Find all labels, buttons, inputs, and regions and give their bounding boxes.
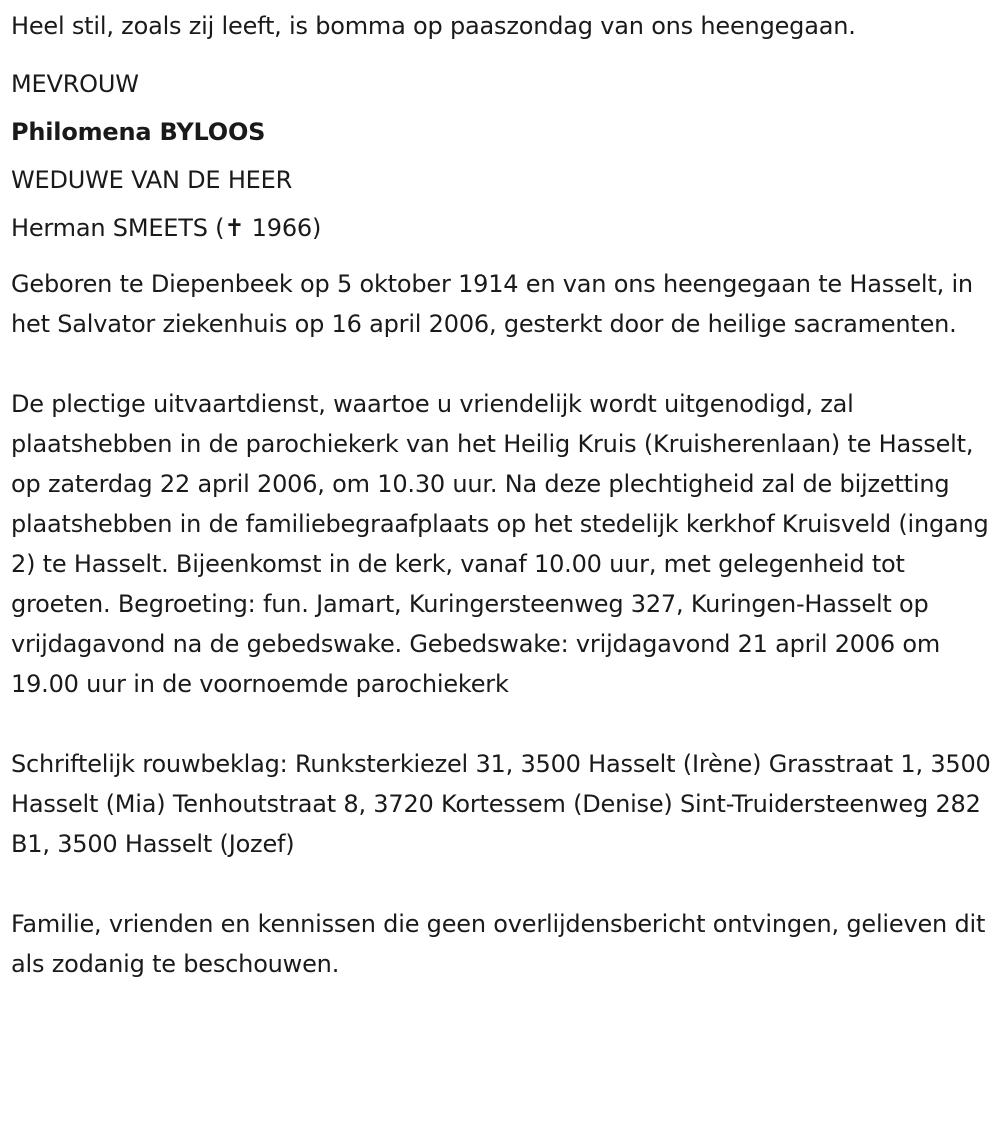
birth-death-paragraph: Geboren te Diepenbeek op 5 oktober 1914 en van ons heengegaan te Hasselt, in het Salvator ziekenhuis op 16 april 2006, gesterkt door de heilige sacramenten. [11,270,973,338]
widow-line: WEDUWE VAN DE HEER [11,166,293,194]
spacer [11,344,991,384]
spouse-name: Herman SMEETS (✝ 1966) [11,214,322,242]
intro-text: Heel stil, zoals zij leeft, is bomma op paaszondag van ons heengegaan. [11,12,856,40]
deceased-name: Philomena BYLOOS [11,118,266,146]
closing-paragraph: Familie, vrienden en kennissen die geen overlijdensbericht ontvingen, gelieven dit als zodanig te beschouwen. [11,910,986,978]
title-text: MEVROUW [11,70,139,98]
spacer [11,254,991,264]
spacer [11,864,991,904]
funeral-paragraph: De plectige uitvaartdienst, waartoe u vriendelijk wordt uitgenodigd, zal plaatshebben in de parochiekerk van het Heilig Kruis (Kruisherenlaan) te Hasselt, op zaterdag 22 april 2006, om 10.30 uur. Na deze plechtigheid zal de bijzetting plaatshebben in de familiebegraafplaats op het stedelijk kerkhof Kruisveld (ingang 2) te Hasselt. Bijeenkomst in de kerk, vanaf 10.00 uur, met gelegenheid tot groeten. Begroeting: fun. Jamart, Kuringersteenweg 327, Kuringen-Hasselt op vrijdagavond na de gebedswake. Gebedswake: vrijdagavond 21 april 2006 om 19.00 uur in de voornoemde parochiekerk [11,390,989,698]
spacer [11,704,991,744]
condolences-paragraph: Schriftelijk rouwbeklag: Runksterkiezel 31, 3500 Hasselt (Irène) Grasstraat 1, 3500 Hasselt (Mia) Tenhoutstraat 8, 3720 Kortessem (Denise) Sint-Truidersteenweg 282 B1, 3500 Hasselt (Jozef) [11,750,991,858]
obituary-notice [11,4,991,984]
spacer [11,52,991,62]
